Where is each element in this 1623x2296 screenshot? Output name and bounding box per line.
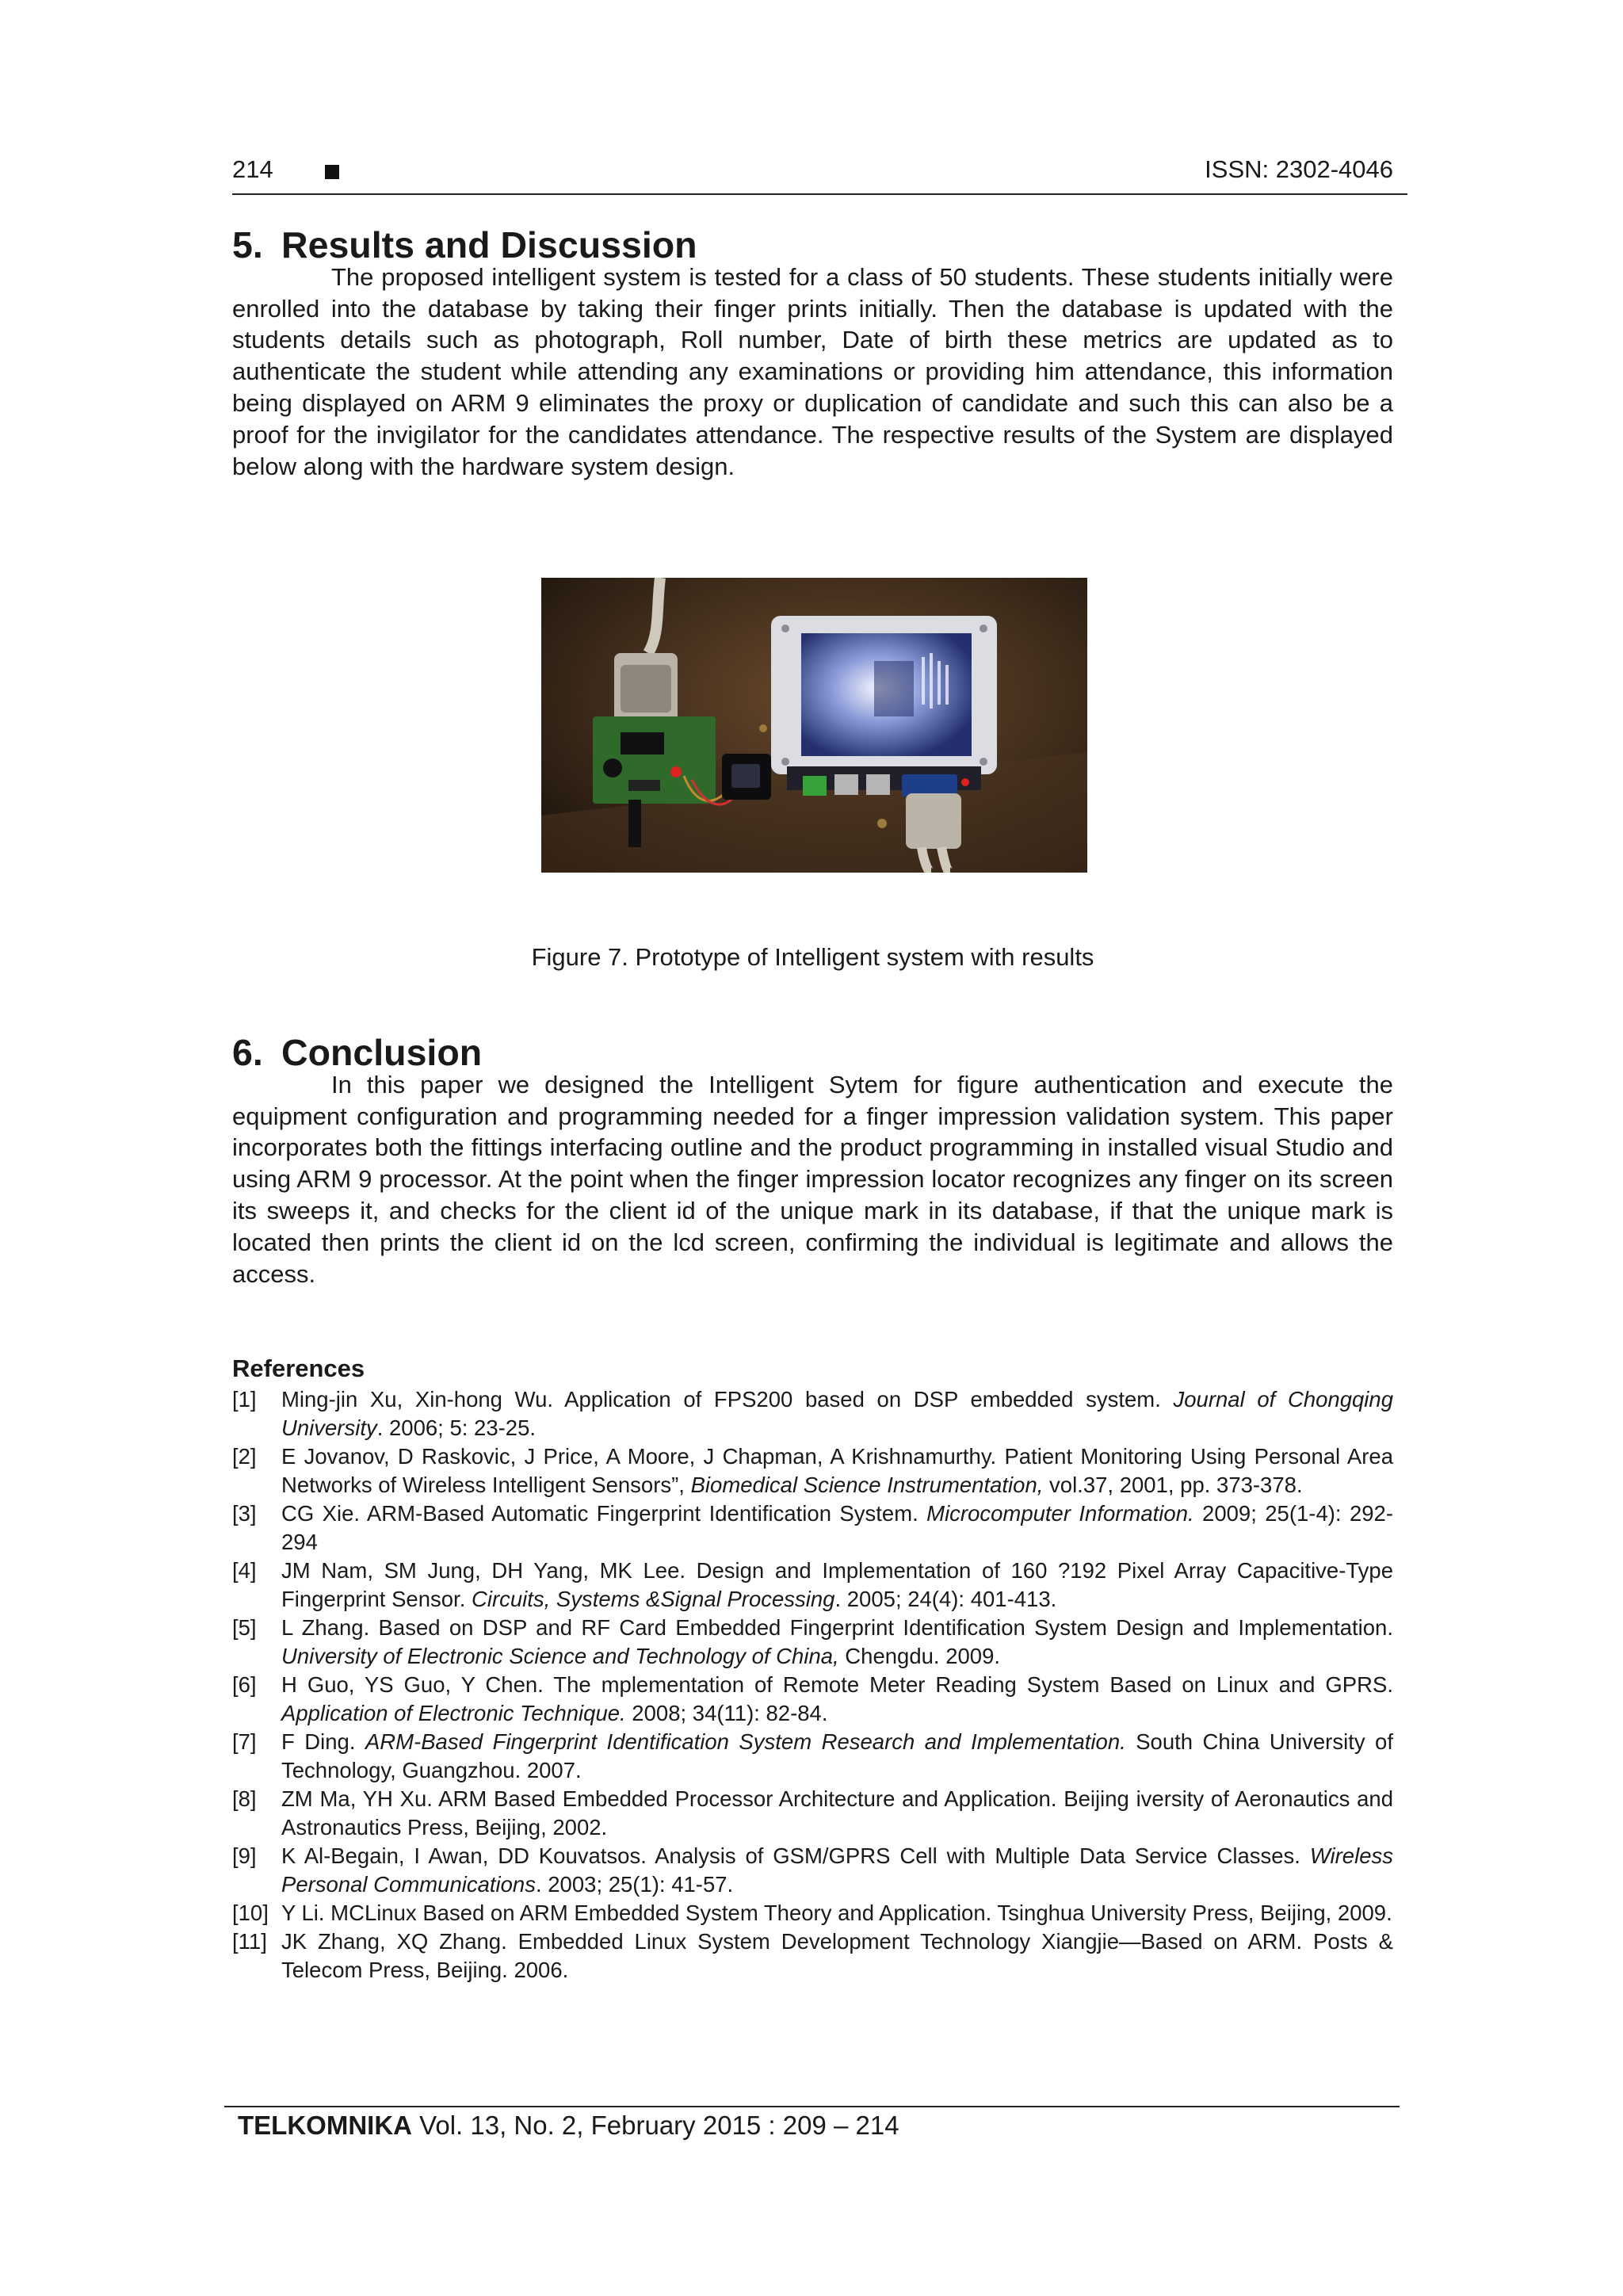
section-title: Results and Discussion: [281, 224, 697, 266]
reference-details: . 2006; 5: 23-25.: [376, 1415, 537, 1440]
header-divider: [232, 193, 1407, 195]
section-heading: [232, 224, 1393, 266]
reference-item: [232, 1385, 1393, 1442]
results-paragraph: The proposed intelligent system is tested for a class of 50 students. These students initially were enrolled into the database by taking their finger prints initially. Then the database is updated with the students details such as photograph, Roll number, Date of birth these metrics are updated as to authenticate the student while attending any examinations or providing him attendance, this information being displayed on ARM 9 eliminates the proxy or duplication of candidate and such this can also be a proof for the invigilator for the candidates attendance. The respective results of the System are displayed below along with the hardware system design.: [232, 262, 1393, 480]
reference-number: [6]: [232, 1672, 257, 1697]
reference-source: Biomedical Science Instrumentation,: [690, 1473, 1044, 1497]
reference-text: K Al-Begain, I Awan, DD Kouvatsos. Analysis of GSM/GPRS Cell with Multiple Data Service Classes.: [281, 1843, 1310, 1868]
reference-text: ZM Ma, YH Xu. ARM Based Embedded Processor Architecture and Application. Beijing iversity of Aeronautics and Astronautics Press, Beijing, 2002.: [281, 1786, 1393, 1839]
reference-number: [9]: [232, 1843, 257, 1868]
reference-number: [1]: [232, 1387, 257, 1412]
section-heading: [232, 1032, 1393, 1073]
reference-text: JM Nam, SM Jung, DH Yang, MK Lee. Design and Implementation of 160 ?192 Pixel Array Capacitive-Type Fingerprint Sensor.: [281, 1558, 1393, 1611]
reference-item: [232, 1499, 1393, 1557]
reference-details: South China University of Technology, Guangzhou. 2007.: [281, 1729, 1393, 1782]
page-header: [232, 155, 1393, 195]
conclusion-paragraph: In this paper we designed the Intelligent Sytem for figure authentication and execute the equipment configuration and programming needed for a finger impression validation system. This paper incorporates both the fittings interfacing outline and the product programming in installed visual Studio and using ARM 9 processor. At the point when the finger impression locator recognizes any finger on its screen its sweeps it, and checks for the client id of the unique mark in its database, if that the unique mark is located then prints the client id on the lcd screen, confirming the individual is legitimate and allows the access.: [232, 1070, 1393, 1288]
reference-item: [232, 1671, 1393, 1728]
reference-item: [232, 1557, 1393, 1614]
reference-item: [232, 1614, 1393, 1671]
reference-item: [232, 1728, 1393, 1785]
reference-number: [7]: [232, 1729, 257, 1754]
reference-source: Circuits, Systems &Signal Processing: [471, 1587, 835, 1611]
reference-number: [5]: [232, 1615, 257, 1640]
reference-source: Application of Electronic Technique.: [281, 1701, 626, 1725]
reference-number: [4]: [232, 1558, 257, 1583]
section-number: 5.: [232, 224, 263, 266]
reference-details: . 2003; 25(1): 41-57.: [535, 1872, 734, 1897]
reference-source: Wireless Personal Communications: [281, 1843, 1393, 1897]
figure-7-photo: [541, 578, 1087, 873]
conclusion-section: [232, 1032, 1393, 1289]
reference-list: [232, 1385, 1393, 1985]
issn: ISSN: 2302-4046: [1205, 155, 1393, 183]
reference-item: [232, 1785, 1393, 1842]
reference-source: Microcomputer Information.: [926, 1501, 1194, 1526]
section-title: Conclusion: [281, 1032, 483, 1073]
reference-number: [8]: [232, 1786, 257, 1811]
reference-source: University of Electronic Science and Technology of China,: [281, 1644, 839, 1668]
reference-source: ARM-Based Fingerprint Identification System Research and Implementation.: [365, 1729, 1126, 1754]
section-number: 6.: [232, 1032, 263, 1073]
reference-number: [2]: [232, 1444, 257, 1469]
square-bullet-icon: [325, 165, 339, 179]
page-number: 214: [232, 155, 273, 183]
results-section: [232, 224, 1393, 482]
reference-text: JK Zhang, XQ Zhang. Embedded Linux System Development Technology Xiangjie—Based on ARM. Posts & Telecom Press, Beijing. 2006.: [281, 1929, 1393, 1982]
reference-item: [232, 1899, 1393, 1927]
reference-source: Journal of Chongqing University: [281, 1387, 1393, 1440]
reference-number: [11]: [232, 1929, 267, 1954]
issue-details: Vol. 13, No. 2, February 2015 : 209 – 214: [411, 2111, 899, 2140]
footer-divider: [224, 2106, 1400, 2107]
reference-details: vol.37, 2001, pp. 373-378.: [1043, 1473, 1303, 1497]
reference-details: . 2005; 24(4): 401-413.: [834, 1587, 1057, 1611]
reference-number: [10]: [232, 1901, 269, 1925]
reference-text: L Zhang. Based on DSP and RF Card Embedded Fingerprint Identification System Design and Implementation.: [281, 1615, 1393, 1640]
references-section: [232, 1353, 1393, 1985]
reference-text: F Ding.: [281, 1729, 365, 1754]
reference-text: CG Xie. ARM-Based Automatic Fingerprint Identification System.: [281, 1501, 927, 1526]
references-heading: References: [232, 1354, 365, 1382]
reference-text: H Guo, YS Guo, Y Chen. The mplementation of Remote Meter Reading System Based on Linux and GPRS.: [281, 1672, 1393, 1697]
reference-details: 2008; 34(11): 82-84.: [625, 1701, 828, 1725]
figure-caption: Figure 7. Prototype of Intelligent system with results: [531, 943, 1094, 971]
reference-item: [232, 1927, 1393, 1985]
reference-text: Ming-jin Xu, Xin-hong Wu. Application of FPS200 based on DSP embedded system.: [281, 1387, 1174, 1412]
page-footer: [238, 2111, 899, 2141]
reference-number: [3]: [232, 1501, 257, 1526]
reference-text: Y Li. MCLinux Based on ARM Embedded System Theory and Application. Tsinghua University Press, Beijing, 2009.: [281, 1901, 1392, 1925]
reference-text: E Jovanov, D Raskovic, J Price, A Moore, J Chapman, A Krishnamurthy. Patient Monitoring Using Personal Area Networks of Wireless Intelligent Sensors”,: [281, 1444, 1393, 1497]
reference-item: [232, 1842, 1393, 1899]
reference-item: [232, 1442, 1393, 1499]
reference-details: 2009; 25(1-4): 292-294: [281, 1501, 1393, 1554]
journal-name: TELKOMNIKA: [238, 2111, 412, 2140]
reference-details: Chengdu. 2009.: [838, 1644, 1001, 1668]
